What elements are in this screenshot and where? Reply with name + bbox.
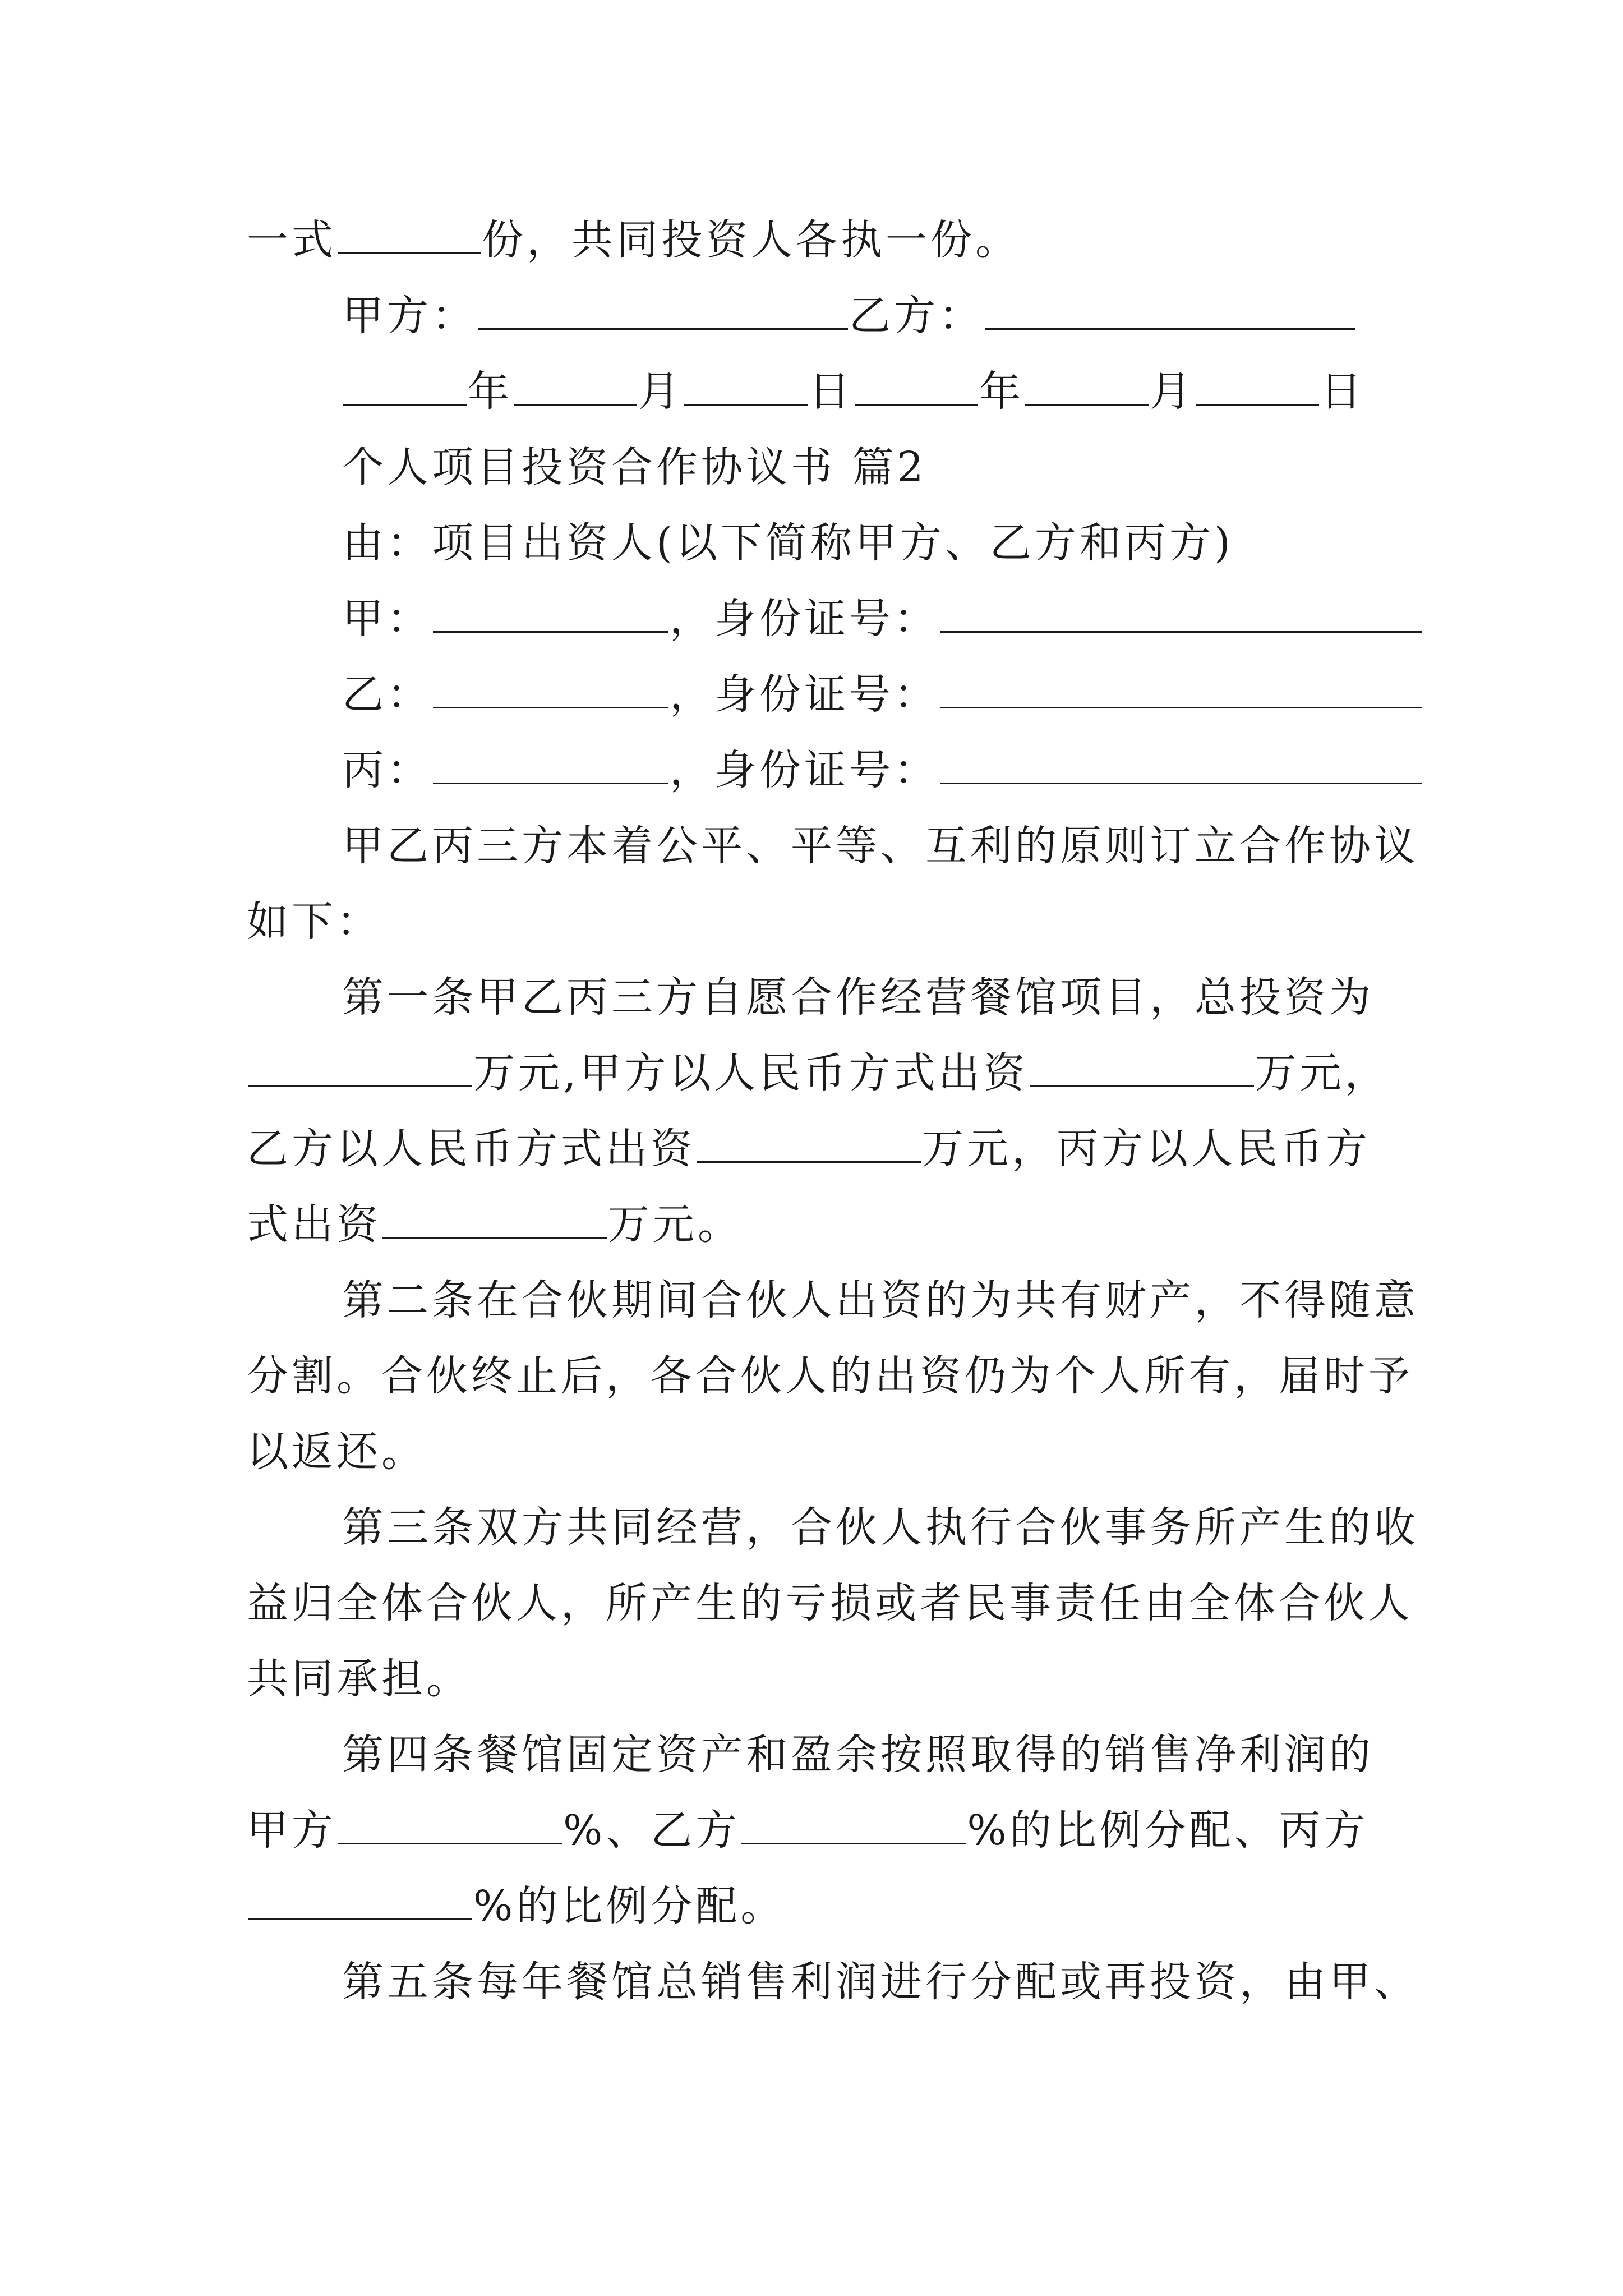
- date-b-month-blank[interactable]: [1025, 365, 1149, 406]
- party-a-signature-label: 甲方：: [342, 292, 477, 340]
- article-4-text-d: %的比例分配。: [473, 1882, 786, 1930]
- article-4-line-1: 第四条餐馆固定资产和盈余按照取得的销售净利润的: [342, 1731, 1374, 1779]
- article-5-line-1: 第五条每年餐馆总销售利润进行分配或再投资，由甲、: [342, 1958, 1419, 2006]
- party-c-investment-blank[interactable]: [382, 1198, 607, 1239]
- month-label: 月: [1150, 367, 1195, 416]
- principle-paragraph-line-1: 甲乙丙三方本着公平、平等、互利的原则订立合作协议: [342, 822, 1419, 870]
- article-1-text-b: 万元，: [1255, 1049, 1390, 1097]
- party-c-name-blank[interactable]: [433, 743, 668, 784]
- party-a-id-blank[interactable]: [940, 592, 1422, 633]
- day-label: 日: [1320, 367, 1365, 416]
- article-3-line-1: 第三条双方共同经营，合伙人执行合伙事务所产生的收: [342, 1503, 1419, 1552]
- party-a-id-label: ，身份证号：: [670, 595, 939, 643]
- article-4-text-c: %的比例分配、丙方: [967, 1806, 1369, 1855]
- article-1-text-d: 万元，丙方以人民币方: [922, 1125, 1371, 1173]
- article-2-line-1: 第二条在合伙期间合伙人出资的为共有财产，不得随意: [342, 1276, 1419, 1324]
- year-label: 年: [468, 367, 513, 416]
- party-a-label: 甲：: [342, 595, 432, 643]
- month-label: 月: [638, 367, 683, 416]
- year-label: 年: [979, 367, 1024, 416]
- party-b-name-blank[interactable]: [433, 668, 668, 708]
- total-investment-blank[interactable]: [248, 1046, 472, 1087]
- article-1-line-2: [247, 1045, 1390, 1101]
- party-c-id-line: [342, 742, 1423, 798]
- article-2-line-3: 以返还。: [247, 1428, 426, 1476]
- copies-blank[interactable]: [338, 213, 481, 254]
- article-1-line-4: [247, 1197, 743, 1253]
- signature-date-line: [342, 364, 1365, 420]
- article-3-line-3: 共同承担。: [247, 1655, 471, 1703]
- date-b-year-blank[interactable]: [855, 365, 978, 406]
- party-b-label: 乙：: [342, 670, 432, 719]
- copies-suffix: 份，共同投资人各执一份。: [482, 216, 1020, 264]
- date-b-day-blank[interactable]: [1196, 365, 1319, 406]
- article-1-text-e: 式出资: [247, 1200, 381, 1249]
- day-label: 日: [809, 367, 854, 416]
- party-a-share-blank[interactable]: [338, 1803, 562, 1844]
- party-a-investment-blank[interactable]: [1030, 1046, 1254, 1087]
- copies-prefix: 一式: [247, 216, 336, 264]
- date-a-month-blank[interactable]: [514, 365, 637, 406]
- article-1-line-3: [247, 1121, 1371, 1177]
- article-1-text-c: 乙方以人民币方式出资: [247, 1125, 695, 1173]
- date-a-year-blank[interactable]: [343, 365, 467, 406]
- article-1-text-a: 万元,甲方以人民币方式出资: [473, 1049, 1029, 1097]
- article-2-line-2: 分割。合伙终止后，各合伙人的出资仍为个人所有，届时予: [247, 1352, 1413, 1400]
- article-1-text-f: 万元。: [608, 1200, 743, 1249]
- party-b-signature-blank[interactable]: [985, 289, 1355, 330]
- article-1-line-1: 第一条甲乙丙三方自愿合作经营餐馆项目，总投资为: [342, 973, 1374, 1022]
- article-3-line-2: 益归全体合伙人，所产生的亏损或者民事责任由全体合伙人: [247, 1579, 1413, 1627]
- party-b-id-line: [342, 666, 1423, 723]
- article-4-line-2: [247, 1802, 1369, 1858]
- party-c-id-label: ，身份证号：: [670, 746, 939, 794]
- party-c-label: 丙：: [342, 746, 432, 794]
- party-a-name-blank[interactable]: [433, 592, 668, 633]
- article-4-line-3: [247, 1878, 785, 1934]
- date-a-day-blank[interactable]: [684, 365, 808, 406]
- party-c-id-blank[interactable]: [940, 743, 1422, 784]
- article-4-text-b: %、乙方: [563, 1806, 741, 1855]
- section-title: 个人项目投资合作协议书 篇2: [342, 443, 927, 491]
- investors-intro: 由：项目出资人(以下简称甲方、乙方和丙方): [342, 519, 1234, 567]
- party-b-signature-label: 乙方：: [849, 292, 984, 340]
- principle-paragraph-line-2: 如下：: [247, 898, 381, 946]
- party-a-id-line: [342, 591, 1423, 647]
- party-b-share-blank[interactable]: [741, 1803, 966, 1844]
- party-a-signature-blank[interactable]: [478, 289, 848, 330]
- party-b-investment-blank[interactable]: [697, 1122, 921, 1163]
- copies-line: [247, 212, 1020, 268]
- party-b-id-label: ，身份证号：: [670, 670, 939, 719]
- party-c-share-blank[interactable]: [248, 1879, 472, 1920]
- article-4-text-a: 甲方: [247, 1806, 336, 1855]
- party-b-id-blank[interactable]: [940, 668, 1422, 708]
- signature-line: [342, 288, 1356, 344]
